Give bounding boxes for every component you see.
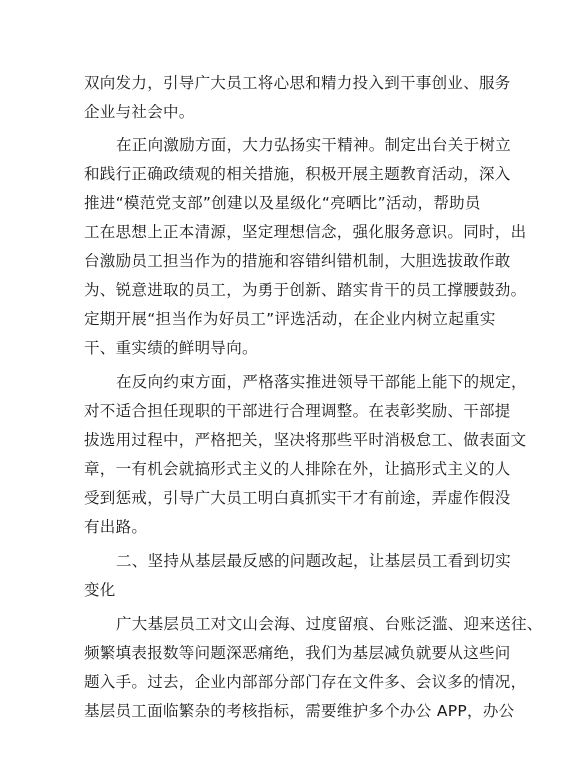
paragraph-4-line-1: 广大基层员工对文山会海、过度留痕、台账泛滥、迎来送往、 [116, 615, 543, 633]
paragraph-3-line-6: 有出路。 [84, 518, 148, 536]
paragraph-4-line-4: 基层员工面临繁杂的考核指标，需要维护多个办公 APP，办公 [84, 702, 515, 720]
paragraph-1-line-1: 双向发力，引导广大员工将心思和精力投入到干事创业、服务 [84, 74, 511, 92]
paragraph-2-line-4: 工在思想上正本清源，坚定理想信念，强化服务意识。同时，出 [84, 223, 527, 241]
paragraph-3-line-4: 章，一有机会就搞形式主义的人排除在外，让搞形式主义的人 [84, 460, 511, 478]
paragraph-3-line-1: 在反向约束方面，严格落实推进领导干部能上能下的规定， [116, 373, 527, 391]
paragraph-3-line-3: 拔选用过程中，严格把关，坚决将那些平时消极怠工、做表面文 [84, 431, 527, 449]
paragraph-2-line-2: 和践行正确政绩观的相关措施，积极开展主题教育活动，深入 [84, 165, 511, 183]
paragraph-2-line-6: 为、锐意进取的员工，为勇于创新、踏实肯干的员工撑腰鼓劲。 [84, 281, 527, 299]
paragraph-3-line-5: 受到惩戒，引导广大员工明白真抓实干才有前途，弄虚作假没 [84, 489, 511, 507]
paragraph-4-line-3: 题入手。过去，企业内部部分部门存在文件多、会议多的情况， [84, 673, 527, 691]
paragraph-2-line-8: 干、重实绩的鲜明导向。 [84, 339, 258, 357]
paragraph-1-line-2: 企业与社会中。 [84, 103, 195, 121]
section-heading-line-1: 二、坚持从基层最反感的问题改起，让基层员工看到切实 [116, 552, 512, 570]
paragraph-2-line-3: 推进“模范党支部”创建以及星级化“亮晒比”活动，帮助员 [84, 194, 481, 212]
section-heading-line-2: 变化 [84, 581, 116, 599]
paragraph-3-line-2: 对不适合担任现职的干部进行合理调整。在表彰奖励、干部提 [84, 402, 511, 420]
paragraph-2-line-1: 在正向激励方面，大力弘扬实干精神。制定出台关于树立 [116, 136, 512, 154]
paragraph-2-line-7: 定期开展“担当作为好员工”评选活动，在企业内树立起重实 [84, 310, 496, 328]
paragraph-2-line-5: 台激励员工担当作为的措施和容错纠错机制，大胆选拔敢作敢 [84, 252, 511, 270]
paragraph-4-line-2: 频繁填表报数等问题深恶痛绝，我们为基层减负就要从这些问 [84, 644, 511, 662]
